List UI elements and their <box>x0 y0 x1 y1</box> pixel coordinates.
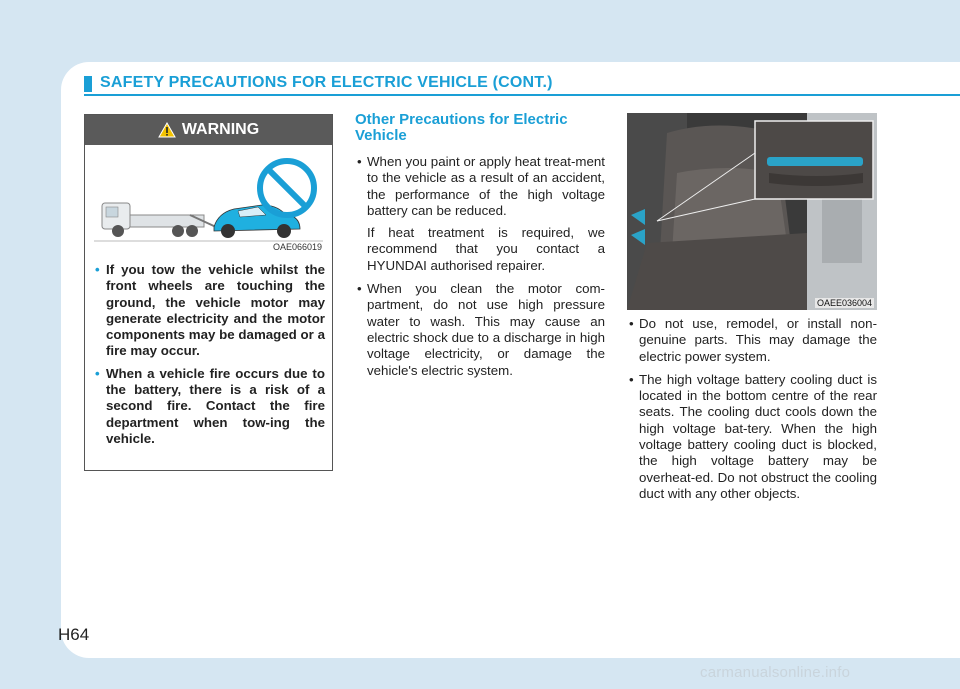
warning-triangle-icon <box>158 122 176 138</box>
list-item: • When a vehicle fire occurs due to the battery, there is a risk of a second fire. Contact the fire department when tow-ing the vehicle. <box>95 365 325 446</box>
list-item: • The high voltage battery cooling duct is located in the bottom centre of the rear seats. The cooling duct cools down the high voltage bat-tery. When the high voltage battery cooling duct is blocked, the high voltage battery may be overheat-ed. Do not obstruct the cooling duct with any other objects. <box>629 371 877 501</box>
list-item: • When you paint or apply heat treat-ment to the vehicle as a result of an accident, the performance of the high voltage battery can be reduced. If heat treatment is required, we recommend that you contact a HYUNDAI authorised repairer. <box>357 154 605 273</box>
bullet-icon: • <box>357 154 362 169</box>
bullet-icon: • <box>629 371 634 387</box>
bullet-icon: • <box>95 262 100 277</box>
rear-seat-photo <box>627 113 877 310</box>
sub-paragraph: If heat treatment is required, we recommend that you contact a HYUNDAI authorised repairer. <box>367 225 605 273</box>
warning-label: WARNING <box>181 121 260 138</box>
warning-list <box>95 262 325 453</box>
other-precautions-list <box>355 154 605 386</box>
watermark-footer: carmanualsonline.info <box>700 664 851 681</box>
bullet-icon: • <box>629 316 634 331</box>
warning-figure-code: OAE066019 <box>272 242 322 252</box>
warning-box <box>84 114 333 471</box>
list-item: • If you tow the vehicle whilst the front wheels are touching the ground, the vehicle motor may generate electricity and the motor components may be damaged or a fire may occur. <box>95 262 325 359</box>
warning-header <box>85 115 332 145</box>
section-title: SAFETY PRECAUTIONS FOR ELECTRIC VEHICLE (CONT.) <box>100 74 553 91</box>
header-rule <box>84 94 960 96</box>
photo-figure-code: OAEE036004 <box>816 298 872 308</box>
subsection-title: Other Precautions for Electric Vehicle <box>355 111 568 144</box>
bullet-icon: • <box>95 365 100 381</box>
right-precautions-list <box>627 316 877 509</box>
list-item: • When you clean the motor com-partment, do not use high pressure water to wash. This may cause an electric shock due to a discharge in high voltage electricity, or damage the vehicle's electric system. <box>357 281 605 378</box>
page-number: H64 <box>58 625 90 644</box>
rear-seat-illustration <box>627 113 877 310</box>
list-item: • Do not use, remodel, or install non-genuine parts. This may damage the electric power system. <box>629 316 877 364</box>
header-accent-bar <box>84 76 92 92</box>
bullet-icon: • <box>357 281 362 297</box>
